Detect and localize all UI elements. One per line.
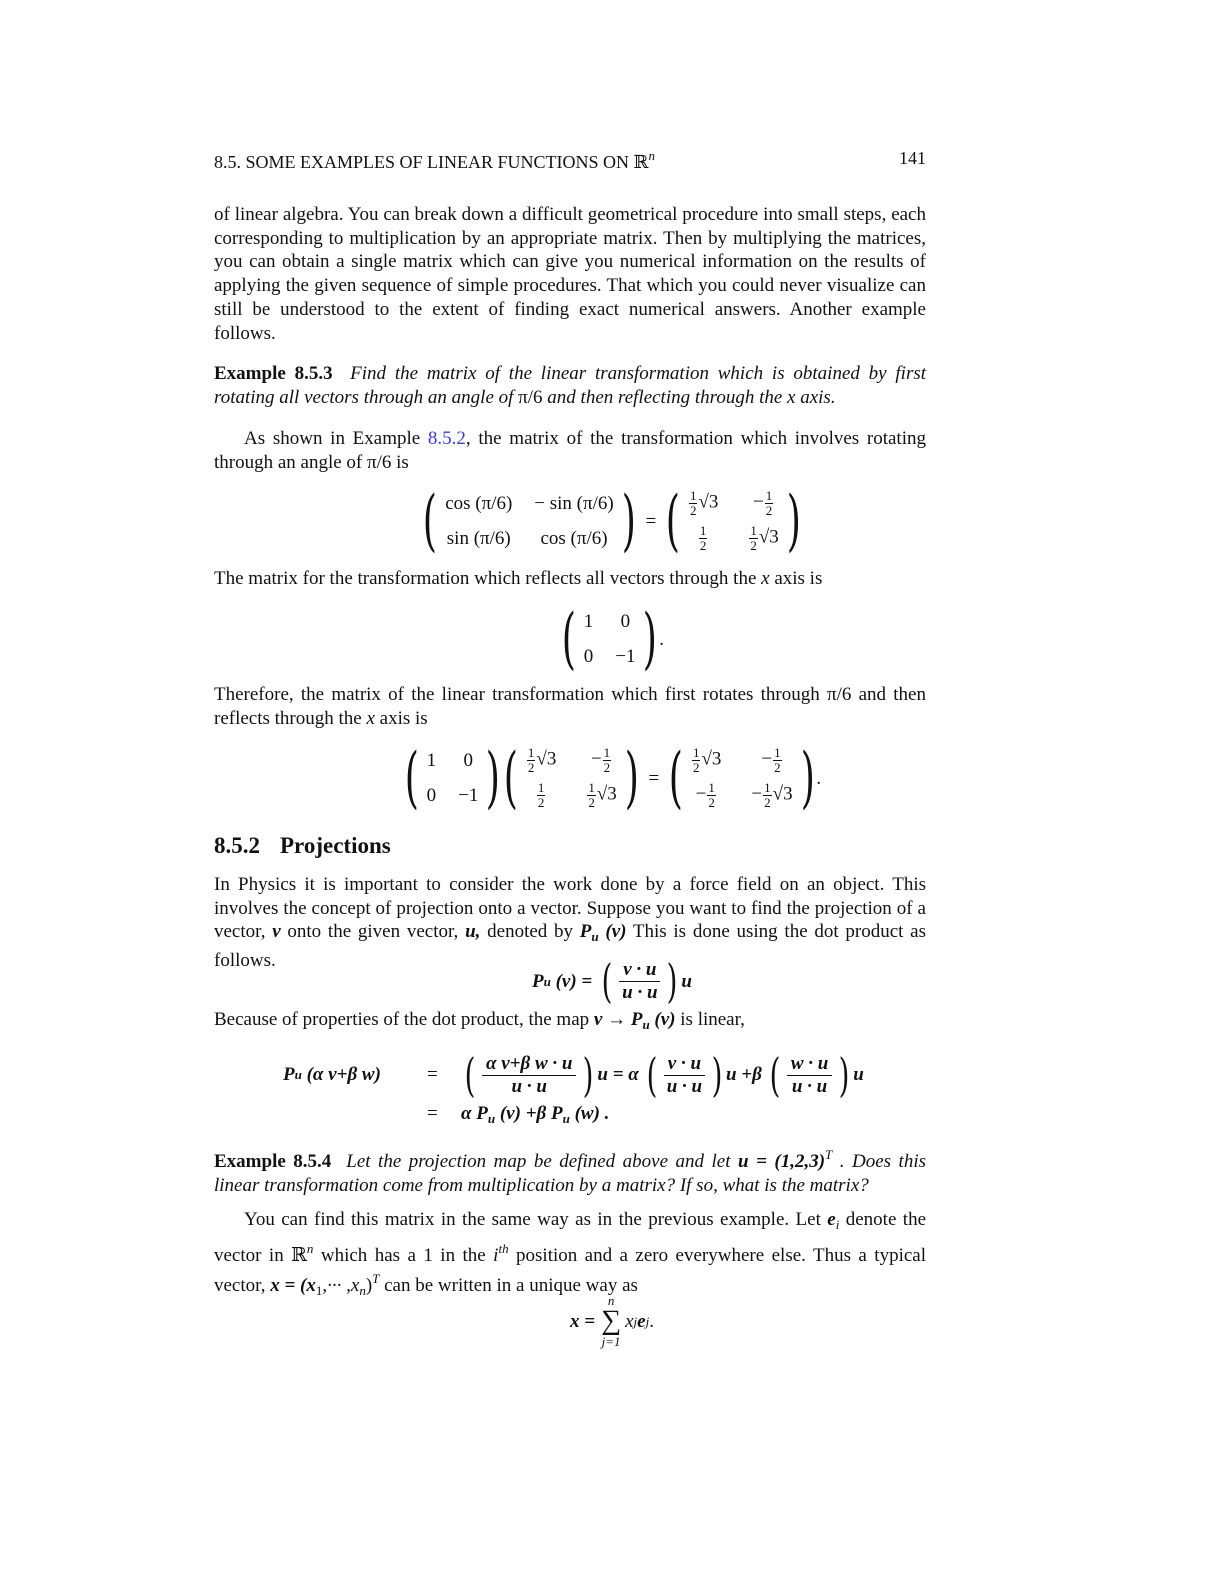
example-8-5-3 (214, 362, 926, 409)
text: This is done using the dot product as follows. (214, 921, 927, 972)
matrix-cell: 0 (426, 785, 437, 806)
sub-j: j (645, 1313, 650, 1329)
sum-lhs: x = (570, 1310, 596, 1332)
matrix-cell: 1 (426, 750, 437, 771)
frac-den: 2 (603, 760, 611, 775)
paragraph-rotation (214, 427, 926, 474)
equation-projection: P u (v) = ( $\frac{v \cdot u}{u \cdot u}$ ) u (532, 954, 692, 1008)
frac-den: 2 (764, 795, 771, 810)
frac-den: u · u (622, 981, 658, 1003)
example-text: Find the matrix of the linear transformation which is obtained by first rotating all vectors through an angle of (214, 363, 927, 408)
term-e: e (637, 1310, 646, 1332)
var-i: i (493, 1244, 499, 1266)
period: . (816, 767, 822, 789)
paragraph-therefore (214, 683, 926, 730)
proj-sub: u (562, 1111, 570, 1126)
frac-num: α v+β w · u (482, 1053, 577, 1076)
var-e: e (827, 1209, 836, 1230)
equation-product (0, 739, 1224, 816)
equation-reflection-matrix (0, 600, 1224, 677)
matrix-rotation-values: ( $\frac{1}{2}$ √3 − $\frac{1}{2}$ $\frac{1}{2}$ $\frac{1}{2}$ √3 ) (503, 739, 639, 816)
minus: − (590, 748, 602, 770)
minus: − (695, 783, 707, 805)
var-u: u, (465, 921, 481, 943)
sup-th: th (498, 1240, 509, 1256)
term: (v) +β P (495, 1103, 563, 1124)
paragraph-reflection (214, 567, 926, 591)
matrix-cell: cos (π/6) (445, 493, 513, 514)
proj-sub: u (294, 1067, 302, 1082)
equation-rotation-matrix (0, 482, 1224, 559)
frac-num: v · u (619, 959, 660, 982)
proj-sub: u (543, 973, 551, 989)
text: Therefore, the matrix of the linear transformation which first rotates through (214, 684, 827, 705)
sqrt: √3 (758, 526, 779, 548)
example-label: Example 8.5.4 (214, 1151, 332, 1172)
frac-num: 1 (692, 745, 700, 761)
sub-i: i (835, 1217, 840, 1232)
frac-num: 1 (708, 780, 715, 796)
text: axis is (769, 568, 823, 589)
text: which has a 1 in the (313, 1244, 494, 1266)
sum-lower: j=1 (601, 1334, 621, 1349)
term: (w) . (569, 1103, 610, 1124)
frac-den: u · u (791, 1075, 828, 1097)
sqrt: √3 (701, 748, 722, 770)
frac-den: 2 (588, 795, 595, 810)
example-link[interactable]: 8.5.2 (427, 428, 466, 449)
var-u: u (681, 970, 692, 992)
example-text: Let the projection map be defined above and let (346, 1151, 739, 1172)
x-equation: x = (x (270, 1275, 316, 1297)
text: is linear, (675, 1009, 745, 1030)
matrix-cell: 0 (583, 646, 594, 667)
period: . (649, 1310, 654, 1332)
frac-num: 1 (764, 780, 771, 796)
equals-sign: = (645, 510, 657, 532)
matrix-result: ( $\frac{1}{2}$ √3 − $\frac{1}{2}$ − $\frac{1}{2}$ − $\frac{1}{2}$ √3 ) (669, 739, 815, 816)
dots: ,··· ,x (322, 1275, 360, 1297)
sub-j: j (633, 1313, 638, 1329)
frac-den: 2 (537, 795, 545, 810)
frac-num: 1 (603, 745, 611, 761)
section-title: Projections (280, 833, 391, 858)
equals-sign: = (427, 1064, 438, 1085)
frac-den: 2 (689, 503, 697, 518)
example-angle: π/6 (518, 386, 543, 408)
minus: − (761, 748, 773, 770)
section-number: 8.5.2 (214, 833, 260, 858)
frac-num: w · u (787, 1053, 833, 1076)
matrix-cell: − sin (π/6) (534, 493, 614, 514)
proj-arg: (v) (598, 921, 627, 943)
equation-linearity-line1: P u (α v+β w) = ( $\frac{\text{α v+β w · u}}{u \cdot u}$ ) u = α ( $\frac{v \cdot u}{u \cdot u}$ ) u +β ( $\frac{w \cdot u}{u \cdot u}$ ) u (283, 1048, 864, 1102)
text: can be written in a unique way as (379, 1275, 638, 1297)
equals-sign: = (427, 1103, 438, 1124)
text: onto the given vector, (280, 921, 466, 943)
matrix-reflection: ( 1 0 0 −1 ) (404, 739, 501, 816)
var-x: x (366, 707, 375, 729)
sup-n: n (306, 1240, 314, 1256)
proj-p: P (579, 921, 592, 943)
term-x: x (625, 1310, 634, 1332)
sqrt: √3 (536, 748, 557, 770)
var-u: u (853, 1064, 864, 1085)
text: denoted by (480, 921, 580, 943)
matrix-rotation: ( cos (π/6) − sin (π/6) sin (π/6) cos (π/6) ) (423, 482, 636, 559)
angle: π/6 (827, 684, 852, 705)
text: is (391, 451, 409, 473)
text: In Physics it is important to consider the work done by a force field on an object. This involves the concept of projection onto a vector. Suppose you want to find the projection of a vector, (214, 874, 926, 943)
matrix-cell: 1 (583, 611, 594, 632)
text: denote the vector in ℝ (214, 1209, 927, 1266)
sum-upper: n (607, 1293, 615, 1308)
matrix-rotation-values: ( $\frac{1}{2}$ √3 − $\frac{1}{2}$ $\frac{1}{2}$ $\frac{1}{2}$ √3 ) (665, 482, 801, 559)
section-heading (214, 833, 391, 859)
paragraph-linear (214, 1008, 926, 1037)
proj-arg: (v) = (550, 970, 593, 992)
frac-num: 1 (527, 745, 535, 761)
matrix-cell: 0 (463, 750, 474, 771)
matrix-cell: −1 (458, 785, 479, 806)
frac-den: 2 (527, 760, 535, 775)
angle: π/6 (367, 451, 392, 473)
frac-num: 1 (537, 780, 545, 796)
minus: − (751, 783, 763, 805)
transpose: T (825, 1147, 833, 1162)
example-text-b: and then reflecting through the x axis. (542, 386, 836, 408)
proj-p: P (532, 970, 544, 992)
frac-den: u · u (666, 1075, 703, 1097)
proj-sub: u (591, 929, 599, 945)
sub-1: 1 (315, 1283, 323, 1299)
text: position and a zero everywhere else. Thus a typical vector, (214, 1244, 926, 1297)
proj-p: α P (461, 1103, 488, 1124)
frac-num: 1 (750, 523, 757, 539)
example-text-b: . Does this linear transformation come from multiplication by a matrix? If so, what is the matrix? (214, 1151, 927, 1196)
proj-sub: u (487, 1111, 496, 1126)
example-8-5-4 (214, 1143, 926, 1197)
frac-num: 1 (774, 745, 781, 761)
transpose: T (372, 1271, 380, 1287)
equation-linearity-line2 (283, 1103, 903, 1127)
proj-arg: (α v+β w) (301, 1064, 381, 1085)
frac-den: 2 (774, 760, 781, 775)
map-sub: u (642, 1017, 650, 1032)
u-equation: u = (1,2,3) (738, 1151, 826, 1172)
equation-sum (0, 1294, 1224, 1348)
text: As shown in Example (244, 428, 428, 449)
text: , the matrix of the transformation which involves rotating through an angle of (214, 428, 926, 473)
sigma-icon: ∑ (601, 1305, 622, 1336)
text: You can find this matrix in the same way as in the previous example. Let (244, 1209, 828, 1230)
sqrt: √3 (596, 783, 617, 805)
text: The matrix for the transformation which reflects all vectors through the (214, 568, 762, 589)
frac-num: v · u (664, 1053, 705, 1076)
frac-num: 1 (689, 488, 697, 504)
header-sup: n (648, 148, 655, 163)
mid-term: u = α (597, 1064, 639, 1085)
sqrt: √3 (698, 491, 719, 513)
matrix-reflection: ( 1 0 0 −1 ) (561, 600, 658, 677)
sqrt: √3 (772, 783, 793, 805)
page-number: 141 (899, 148, 926, 168)
example-label: Example 8.5.3 (214, 363, 333, 384)
text: Because of properties of the dot product, the map (214, 1009, 594, 1030)
minus: − (752, 491, 764, 513)
equals-sign: = (648, 767, 660, 789)
header-section-title: 8.5. SOME EXAMPLES OF LINEAR FUNCTIONS ON ℝ (214, 152, 649, 172)
proj-p: P (283, 1064, 295, 1085)
frac-den: u · u (511, 1075, 547, 1097)
frac-den: 2 (750, 538, 757, 553)
matrix-cell: cos (π/6) (540, 528, 608, 549)
matrix-cell: −1 (615, 646, 636, 667)
running-header (214, 148, 926, 172)
var-x: x (761, 568, 770, 589)
frac-num: 1 (699, 523, 707, 539)
matrix-cell: 0 (620, 611, 631, 632)
map-arg: (v) (649, 1009, 676, 1030)
mid-term: u +β (725, 1064, 762, 1085)
frac-den: 2 (708, 795, 715, 810)
paragraph-basis (214, 1208, 926, 1303)
paragraph-intro: of linear algebra. You can break down a difficult geometrical procedure into small steps, each corresponding to multiplication by an appropriate matrix. Then by multiplying the matrices, you can obtain a single matrix which can give you numerical information on the results of applying the given sequence of simple procedures. That which you could never visualize can still be understood to the extent of finding exact numerical answers. Another example follows. (214, 204, 926, 344)
frac-num: 1 (765, 488, 773, 504)
period: . (659, 628, 664, 650)
sub-n: n (359, 1283, 366, 1299)
paren: ) (365, 1275, 373, 1297)
frac-num: 1 (588, 780, 595, 796)
text: and then reflects through the (214, 684, 926, 729)
frac-den: 2 (699, 538, 707, 553)
var-v: v (272, 921, 281, 943)
text: axis is (374, 707, 428, 729)
frac-den: 2 (765, 503, 773, 518)
matrix-cell: sin (π/6) (446, 528, 511, 549)
map: v → P (593, 1009, 643, 1030)
frac-den: 2 (692, 760, 700, 775)
